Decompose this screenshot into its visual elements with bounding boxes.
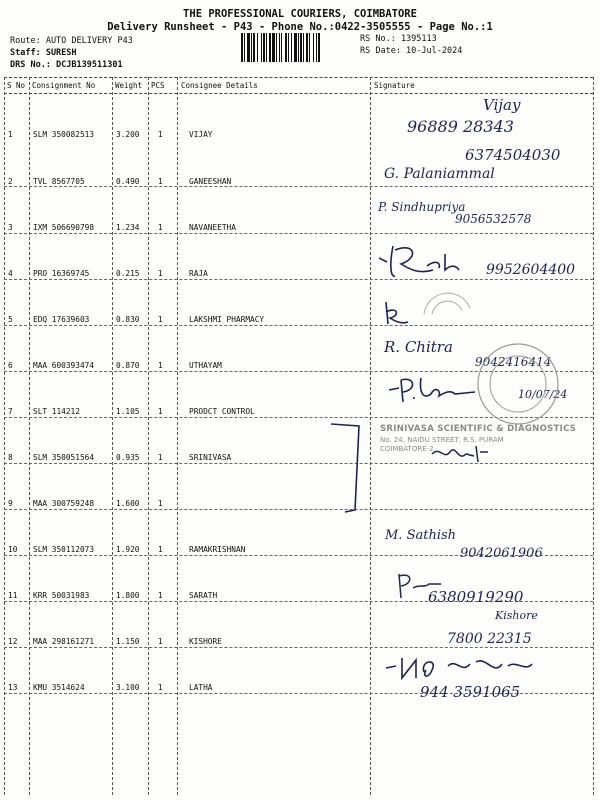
row-pcs: 1 bbox=[158, 453, 163, 462]
row-consignee: RAMAKRISHNAN bbox=[189, 545, 246, 554]
row-pcs: 1 bbox=[158, 637, 163, 646]
pharmacy-stamp bbox=[380, 424, 585, 453]
row-pcs: 1 bbox=[158, 361, 163, 370]
handwritten-phone: 6380919290 bbox=[428, 588, 524, 606]
signature-vijay: Vijay bbox=[483, 96, 521, 114]
row-separator bbox=[4, 233, 593, 234]
col-consignee: Consignee Details bbox=[181, 81, 258, 90]
row-weight: 1.105 bbox=[116, 407, 140, 416]
row-weight: 0.870 bbox=[116, 361, 140, 370]
row-sno: 13 bbox=[8, 683, 18, 692]
row-consignee: GANEESHAN bbox=[189, 177, 232, 186]
row-consignee: LATHA bbox=[189, 683, 213, 692]
row-sno: 7 bbox=[8, 407, 13, 416]
row-weight: 0.935 bbox=[116, 453, 140, 462]
header-divider bbox=[4, 77, 593, 78]
row-weight: 1.234 bbox=[116, 223, 140, 232]
col-signature: Signature bbox=[374, 81, 415, 90]
row-consignment-no: KRR 50031983 bbox=[33, 591, 90, 600]
row-consignment-no: SLM 350112073 bbox=[33, 545, 95, 554]
col-pcs: PCS bbox=[151, 81, 165, 90]
row-pcs: 1 bbox=[158, 591, 163, 600]
signature-palaniammal: G. Palaniammal bbox=[384, 166, 495, 182]
signature-lakshmi-pharmacy bbox=[378, 298, 418, 330]
runsheet-title: Delivery Runsheet - P43 - Phone No.:0422-3505555 - Page No.:1 bbox=[107, 21, 493, 33]
row-weight: 1.800 bbox=[116, 591, 140, 600]
row-sno: 1 bbox=[8, 130, 13, 139]
row-weight: 1.600 bbox=[116, 499, 140, 508]
row-pcs: 1 bbox=[158, 269, 163, 278]
column-rule bbox=[112, 77, 113, 795]
stamp-line-1: SRINIVASA SCIENTIFIC & DIAGNOSTICS bbox=[380, 424, 577, 434]
row-consignee: NAVANEETHA bbox=[189, 223, 236, 232]
row-separator bbox=[4, 647, 593, 648]
row-separator bbox=[4, 186, 593, 187]
row-pcs: 1 bbox=[158, 407, 163, 416]
handwritten-phone: 9042416414 bbox=[475, 355, 552, 369]
barcode bbox=[240, 33, 353, 62]
row-sno: 3 bbox=[8, 223, 13, 232]
row-consignee: VIJAY bbox=[189, 130, 213, 139]
col-sno: S No bbox=[7, 81, 26, 90]
row-separator bbox=[4, 509, 593, 510]
row-sno: 12 bbox=[8, 637, 18, 646]
row-pcs: 1 bbox=[158, 545, 163, 554]
company-title: THE PROFESSIONAL COURIERS, COIMBATORE bbox=[183, 8, 417, 20]
stamp-line-2: No. 24, NAIDU STREET, R.S. PURAM bbox=[380, 436, 504, 444]
handwritten-phone: 9056532578 bbox=[455, 212, 532, 226]
row-sno: 2 bbox=[8, 177, 13, 186]
stamp-line-3: COIMBATORE-2 bbox=[380, 445, 434, 453]
row-consignment-no: EDQ 17639603 bbox=[33, 315, 90, 324]
row-sno: 8 bbox=[8, 453, 13, 462]
rs-number: RS No.: 1395113 bbox=[360, 34, 437, 44]
col-weight: Weight bbox=[115, 81, 143, 90]
handwritten-phone: 944 3591065 bbox=[420, 683, 521, 701]
row-sno: 6 bbox=[8, 361, 13, 370]
row-weight: 3.200 bbox=[116, 130, 140, 139]
row-consignment-no: MAA 298161271 bbox=[33, 637, 95, 646]
handwritten-phone: 9952604400 bbox=[486, 262, 576, 278]
row-weight: 0.215 bbox=[116, 269, 140, 278]
row-consignment-no: SLT 114212 bbox=[33, 407, 80, 416]
handwritten-date: 10/07/24 bbox=[518, 388, 568, 401]
row-consignee: KISHORE bbox=[189, 637, 222, 646]
row-consignment-no: TVL 8567705 bbox=[33, 177, 85, 186]
bracket-mark bbox=[325, 420, 365, 516]
rs-date: RS Date: 10-Jul-2024 bbox=[360, 46, 463, 56]
row-consignment-no: PRO 16369745 bbox=[33, 269, 90, 278]
handwritten-phone: 96889 28343 bbox=[407, 117, 514, 136]
row-weight: 0.830 bbox=[116, 315, 140, 324]
row-sno: 9 bbox=[8, 499, 13, 508]
signature-sarath bbox=[395, 570, 445, 600]
row-consignment-no: KMU 3514624 bbox=[33, 683, 85, 692]
row-consignee: LAKSHMI PHARMACY bbox=[189, 315, 265, 324]
handwritten-phone: 9042061906 bbox=[460, 546, 543, 561]
signature-chitra: R. Chitra bbox=[384, 338, 453, 356]
drs-number: DRS No.: DCJB139511301 bbox=[10, 60, 123, 70]
handwritten-phone: 6374504030 bbox=[465, 146, 561, 164]
row-consignee: UTHAYAM bbox=[189, 361, 222, 370]
row-pcs: 1 bbox=[158, 177, 163, 186]
row-separator bbox=[4, 279, 593, 280]
col-consignment: Consignment No bbox=[32, 81, 96, 90]
row-sno: 11 bbox=[8, 591, 18, 600]
row-separator bbox=[4, 463, 593, 464]
signature-sathish: M. Sathish bbox=[385, 528, 457, 543]
signature-latha bbox=[382, 652, 552, 682]
row-consignment-no: MAA 600393474 bbox=[33, 361, 95, 370]
row-consignment-no: IXM 506690798 bbox=[33, 223, 95, 232]
row-pcs: 1 bbox=[158, 315, 163, 324]
row-consignee: SARATH bbox=[189, 591, 218, 600]
column-rule bbox=[370, 77, 371, 795]
row-weight: 1.920 bbox=[116, 545, 140, 554]
row-pcs: 1 bbox=[158, 223, 163, 232]
header-divider-bottom bbox=[4, 93, 593, 94]
handwritten-phone: 7800 22315 bbox=[447, 631, 532, 647]
route-label: Route: AUTO DELIVERY P43 bbox=[10, 36, 133, 46]
row-consignee: RAJA bbox=[189, 269, 208, 278]
signature-kishore: Kishore bbox=[495, 609, 538, 622]
column-rule bbox=[148, 77, 149, 795]
row-separator bbox=[4, 325, 593, 326]
row-consignee: PRODCT CONTROL bbox=[189, 407, 255, 416]
row-pcs: 1 bbox=[158, 130, 163, 139]
row-pcs: 1 bbox=[158, 499, 163, 508]
row-consignee: SRINIVASA bbox=[189, 453, 232, 462]
row-weight: 0.490 bbox=[116, 177, 140, 186]
row-pcs: 1 bbox=[158, 683, 163, 692]
signature-sindhupriya: P. Sindhupriya bbox=[378, 200, 466, 214]
row-consignment-no: SLM 350082513 bbox=[33, 130, 95, 139]
row-sno: 5 bbox=[8, 315, 13, 324]
column-rule bbox=[29, 77, 30, 795]
row-weight: 3.100 bbox=[116, 683, 140, 692]
row-weight: 1.150 bbox=[116, 637, 140, 646]
row-sno: 10 bbox=[8, 545, 18, 554]
row-sno: 4 bbox=[8, 269, 13, 278]
column-rule bbox=[177, 77, 178, 795]
staff-label: Staff: SURESH bbox=[10, 48, 77, 58]
column-rule bbox=[4, 77, 5, 795]
courier-round-seal bbox=[470, 336, 566, 432]
column-rule bbox=[593, 77, 594, 795]
round-seal-partial bbox=[420, 278, 474, 318]
row-consignment-no: MAA 300759248 bbox=[33, 499, 95, 508]
row-consignment-no: SLM 350051564 bbox=[33, 453, 95, 462]
signature-raja bbox=[375, 236, 485, 284]
